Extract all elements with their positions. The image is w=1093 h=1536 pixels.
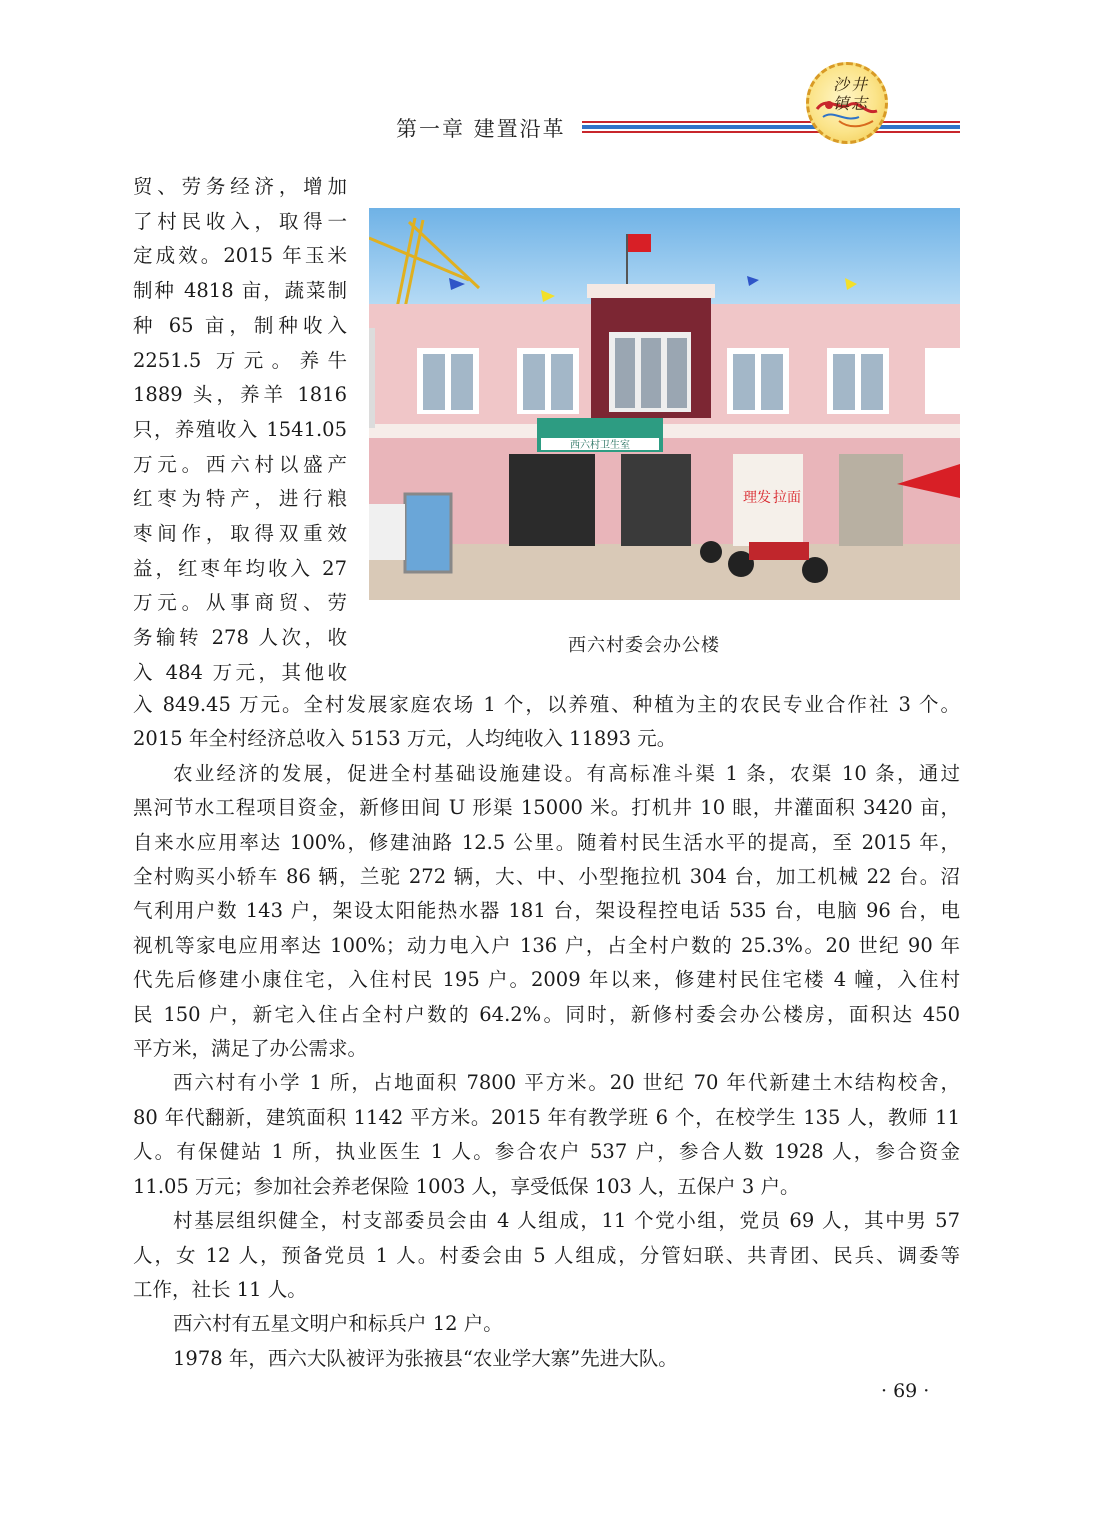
header-rule-middle <box>582 125 960 129</box>
paragraph-line: 黑河节水工程项目资金，新修田间 U 形渠 15000 米。打机井 10 眼，井灌面积 3420 亩， <box>133 796 960 820</box>
paragraph-line: 人。有保健站 1 所，执业医生 1 人。参合农户 537 户，参合人数 1928 人，参合资金 <box>133 1140 960 1164</box>
paragraph-line: 西六村有小学 1 所，占地面积 7800 平方米。20 世纪 70 年代新建土木结构校舍， <box>173 1071 960 1095</box>
sidebar-line: 万元。西六村以盛产 <box>133 452 347 476</box>
sidebar-line: 2251.5 万元。养牛 <box>133 348 347 372</box>
sidebar-line: 贸、劳务经济，增加 <box>133 175 347 198</box>
paragraph-line: 西六村有五星文明户和标兵户 12 户。 <box>173 1312 503 1336</box>
paragraph-line: 平方米，满足了办公需求。 <box>133 1037 368 1061</box>
sidebar-line: 红枣为特产，进行粮 <box>133 487 347 511</box>
chapter-title: 第一章 建置沿革 <box>396 117 566 141</box>
paragraph-line: 80 年代翻新，建筑面积 1142 平方米。2015 年有教学班 6 个，在校学生 135 人，教师 11 <box>133 1105 960 1129</box>
paragraph-line: 全村购买小轿车 86 辆，兰驼 272 辆，大、中、小型拖拉机 304 台，加工机械 22 台。沼 <box>133 865 960 889</box>
paragraph-line: 村基层组织健全，村支部委员会由 4 人组成，11 个党小组，党员 69 人，其中男 57 <box>173 1209 960 1233</box>
paragraph-line: 气利用户数 143 户，架设太阳能热水器 181 台，架设程控电话 535 台，电脑 96 台，电 <box>133 899 960 923</box>
photo-caption: 西六村委会办公楼 <box>568 635 720 656</box>
sidebar-line: 益，红枣年均收入 27 <box>133 556 347 580</box>
paragraph-line: 人，女 12 人，预备党员 1 人。村委会由 5 人组成，分管妇联、共青团、民兵、调委等 <box>133 1243 960 1267</box>
header-rule-top <box>582 121 960 123</box>
sidebar-line: 定成效。2015 年玉米 <box>133 244 347 268</box>
sidebar-line: 种 65 亩，制种收入 <box>133 313 347 337</box>
paragraph-line: 工作，社长 11 人。 <box>133 1277 307 1301</box>
clinic-sign-text: 西六村卫生室 <box>570 440 630 451</box>
paragraph-line: 入 849.45 万元。全村发展家庭农场 1 个，以养殖、种植为主的农民专业合作社 3 个。 <box>133 693 960 716</box>
village-office-photo <box>369 208 960 600</box>
body-text <box>133 688 960 1376</box>
paragraph-line: 11.05 万元；参加社会养老保险 1003 人，享受低保 103 人，五保户 3 户。 <box>133 1174 800 1198</box>
shop-sign-1: 理发 <box>743 490 771 506</box>
sidebar-line: 只，养殖收入 1541.05 <box>133 417 347 441</box>
shop-sign-2: 拉面 <box>773 490 801 506</box>
header-rule-bottom <box>582 131 960 133</box>
paragraph-line: 代先后修建小康住宅，入住村民 195 户。2009 年以来，修建村民住宅楼 4 幢，入住村 <box>133 968 960 992</box>
sidebar-line: 入 484 万元，其他收 <box>133 660 347 684</box>
sidebar-line: 了村民收入，取得一 <box>133 209 347 233</box>
page-number: · 69 · <box>881 1380 930 1402</box>
flag-icon <box>627 234 651 252</box>
paragraph-line: 自来水应用率达 100%，修建油路 12.5 公里。随着村民生活水平的提高，至 2015 年， <box>133 830 960 854</box>
paragraph-line: 1978 年，西六大队被评为张掖县“农业学大寨”先进大队。 <box>173 1346 678 1370</box>
sidebar-line: 务输转 278 人次，收 <box>133 626 347 650</box>
sidebar-paragraph <box>133 170 347 691</box>
sidebar-line: 枣间作，取得双重效 <box>133 522 347 546</box>
paragraph-line: 2015 年全村经济总收入 5153 万元，人均纯收入 11893 元。 <box>133 727 677 751</box>
sidebar-line: 1889 头，养羊 1816 <box>133 383 347 407</box>
paragraph-line: 民 150 户，新宅入住占全村户数的 64.2%。同时，新修村委会办公楼房，面积达 450 <box>133 1002 960 1026</box>
sidebar-line: 制种 4818 亩，蔬菜制 <box>133 279 347 303</box>
sidebar-line: 万元。从事商贸、劳 <box>133 591 347 615</box>
village-office-building-illustration <box>369 208 960 600</box>
paragraph-line: 视机等家电应用率达 100%；动力电入户 136 户，占全村户数的 25.3%。20 世纪 90 年 <box>133 933 960 957</box>
paragraph-line: 农业经济的发展，促进全村基础设施建设。有高标准斗渠 1 条，农渠 10 条，通过 <box>173 761 960 785</box>
seal-logo <box>806 62 888 144</box>
seal-text: 沙井 镇志 <box>832 75 869 113</box>
